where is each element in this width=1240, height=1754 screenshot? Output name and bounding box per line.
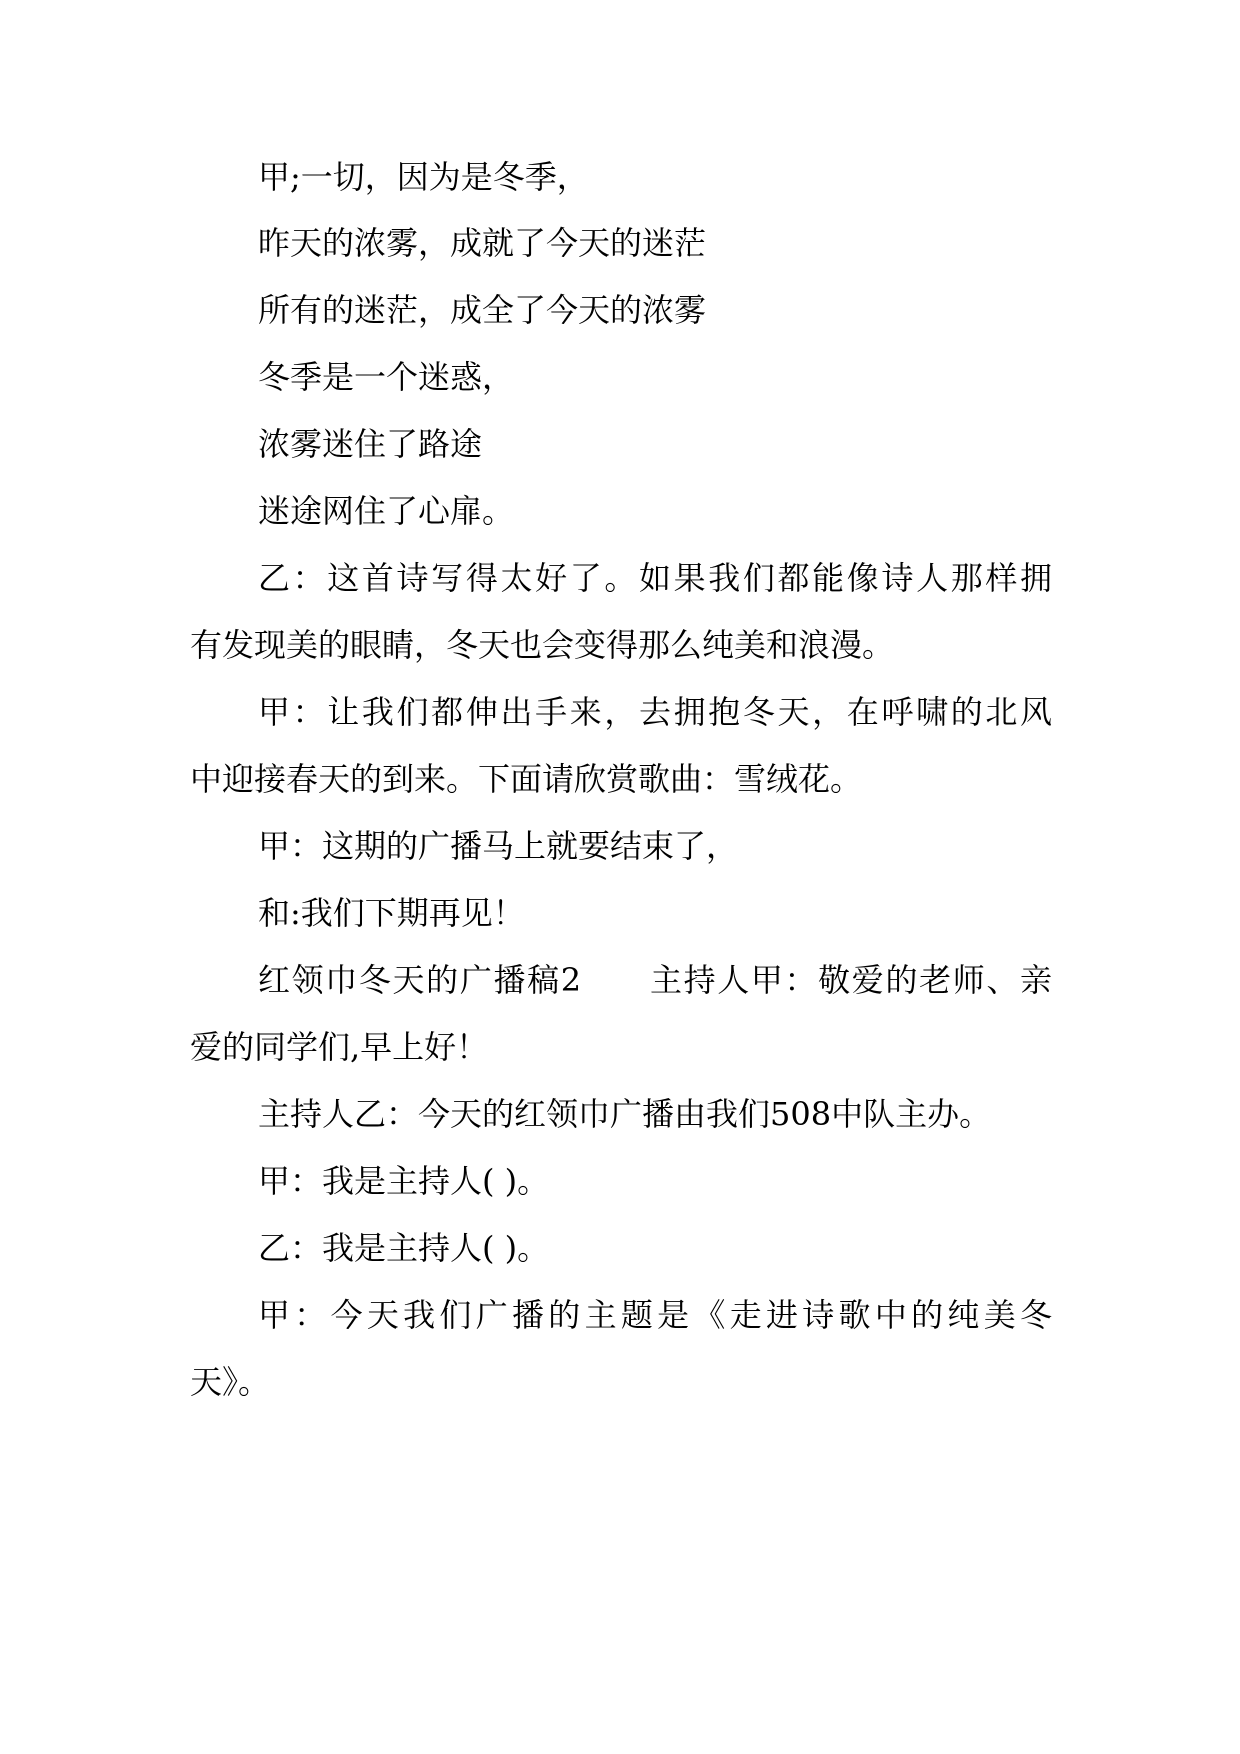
text-line: 甲：让我们都伸出手来，去拥抱冬天，在呼啸的北风 <box>258 693 1052 731</box>
text-line: 天》。 <box>190 1363 271 1401</box>
text-line: 甲;一切，因为是冬季， <box>258 158 589 196</box>
text-line: 爱的同学们,早上好！ <box>190 1028 489 1066</box>
text-line: 所有的迷茫，成全了今天的浓雾 <box>258 291 707 329</box>
text-line: 和:我们下期再见！ <box>258 894 525 932</box>
text-line: 中迎接春天的到来。下面请欣赏歌曲：雪绒花。 <box>190 760 863 798</box>
text-line: 红领巾冬天的广播稿2 主持人甲：敬爱的老师、亲 <box>258 961 1052 999</box>
text-line: 昨天的浓雾，成就了今天的迷茫 <box>258 224 707 262</box>
text-line: 乙：这首诗写得太好了。如果我们都能像诗人那样拥 <box>258 559 1052 597</box>
text-line: 甲：我是主持人( )。 <box>258 1162 550 1200</box>
text-line: 迷途网住了心扉。 <box>258 492 515 530</box>
text-line: 有发现美的眼睛，冬天也会变得那么纯美和浪漫。 <box>190 626 895 664</box>
text-line: 甲：这期的广播马上就要结束了， <box>258 827 739 865</box>
text-line: 浓雾迷住了路途 <box>258 425 483 463</box>
text-line: 甲：今天我们广播的主题是《走进诗歌中的纯美冬 <box>258 1296 1052 1334</box>
text-line: 冬季是一个迷惑， <box>258 358 515 396</box>
text-line: 乙：我是主持人( )。 <box>258 1229 550 1267</box>
text-line: 主持人乙：今天的红领巾广播由我们508中队主办。 <box>258 1095 992 1133</box>
